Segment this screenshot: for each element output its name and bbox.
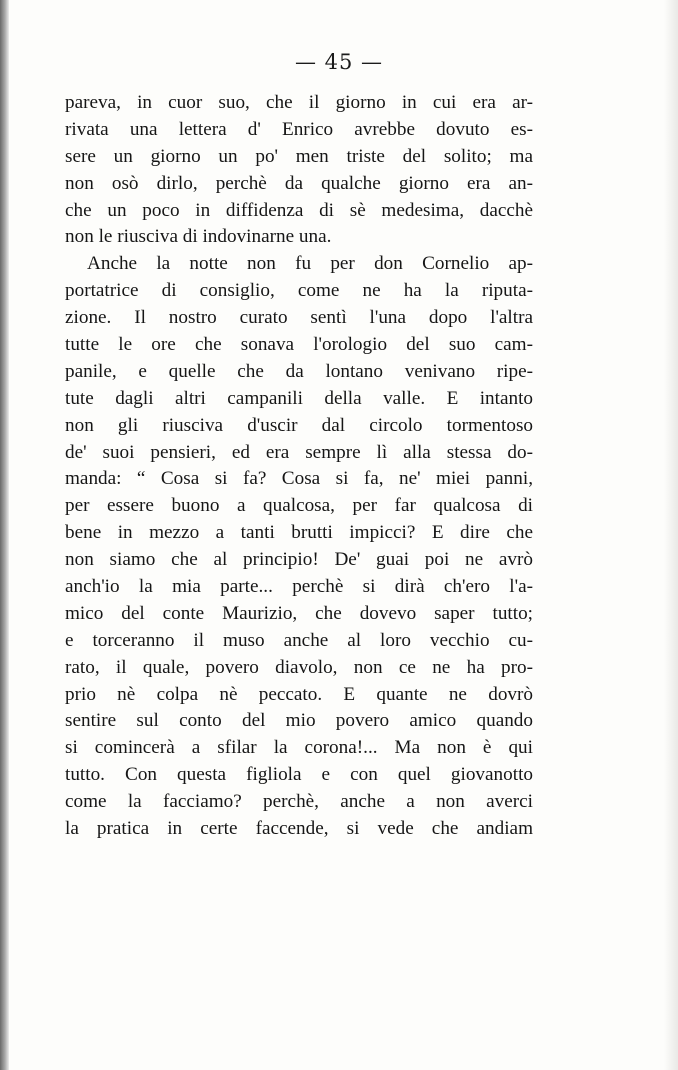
- paragraph: [65, 90, 533, 251]
- text-line: zione. Il nostro curato sentì l'una dopo l'altra: [65, 307, 533, 329]
- text-line: non le riusciva di indovinarne una.: [65, 226, 332, 248]
- text-line: che un poco in diffidenza di sè medesima, dacchè: [65, 199, 533, 221]
- text-line: sentire sul conto del mio povero amico quando: [65, 710, 533, 732]
- text-line: la pratica in certe faccende, si vede che andiam: [65, 818, 533, 840]
- text-line: rato, il quale, povero diavolo, non ce ne ha pro-: [65, 656, 533, 678]
- page-number: — 45 —: [294, 50, 384, 74]
- text-line: mico del conte Maurizio, che dovevo saper tutto;: [65, 602, 533, 624]
- text-line: rivata una lettera d' Enrico avrebbe dovuto es-: [65, 118, 533, 140]
- text-line: non gli riusciva d'uscir dal circolo tormentoso: [65, 414, 533, 436]
- text-line: Anche la notte non fu per don Cornelio ap-: [87, 253, 533, 275]
- page-edge: [664, 0, 678, 1070]
- paragraph: [65, 251, 533, 843]
- text-line: anch'io la mia parte... perchè si dirà ch'ero l'a-: [65, 576, 533, 598]
- text-line: de' suoi pensieri, ed era sempre lì alla stessa do-: [65, 441, 533, 463]
- text-line: panile, e quelle che da lontano venivano ripe-: [65, 360, 533, 382]
- text-line: non osò dirlo, perchè da qualche giorno era an-: [65, 172, 533, 194]
- text-line: come la facciamo? perchè, anche a non averci: [65, 791, 533, 813]
- text-line: prio nè colpa nè peccato. E quante ne dovrò: [65, 683, 533, 705]
- text-line: e torceranno il muso anche al loro vecchio cu-: [65, 629, 533, 651]
- text-line: portatrice di consiglio, come ne ha la riputa-: [65, 280, 533, 302]
- text-line: tute dagli altri campanili della valle. E intanto: [65, 387, 533, 409]
- text-line: pareva, in cuor suo, che il giorno in cui era ar-: [65, 92, 533, 113]
- text-line: sere un giorno un po' men triste del solito; ma: [65, 145, 533, 167]
- text-line: si comincerà a sfilar la corona!... Ma non è qui: [65, 737, 533, 759]
- text-line: tutte le ore che sonava l'orologio del suo cam-: [65, 334, 533, 356]
- book-spine-shadow: [0, 0, 9, 1070]
- text-line: manda: “ Cosa si fa? Cosa si fa, ne' miei panni,: [65, 468, 533, 490]
- body-text: [65, 90, 533, 843]
- text-line: tutto. Con questa figliola e con quel giovanotto: [65, 764, 533, 786]
- text-line: non siamo che al principio! De' guai poi ne avrò: [65, 549, 533, 571]
- text-line: bene in mezzo a tanti brutti impicci? E dire che: [65, 522, 533, 544]
- text-line: per essere buono a qualcosa, per far qualcosa di: [65, 495, 533, 517]
